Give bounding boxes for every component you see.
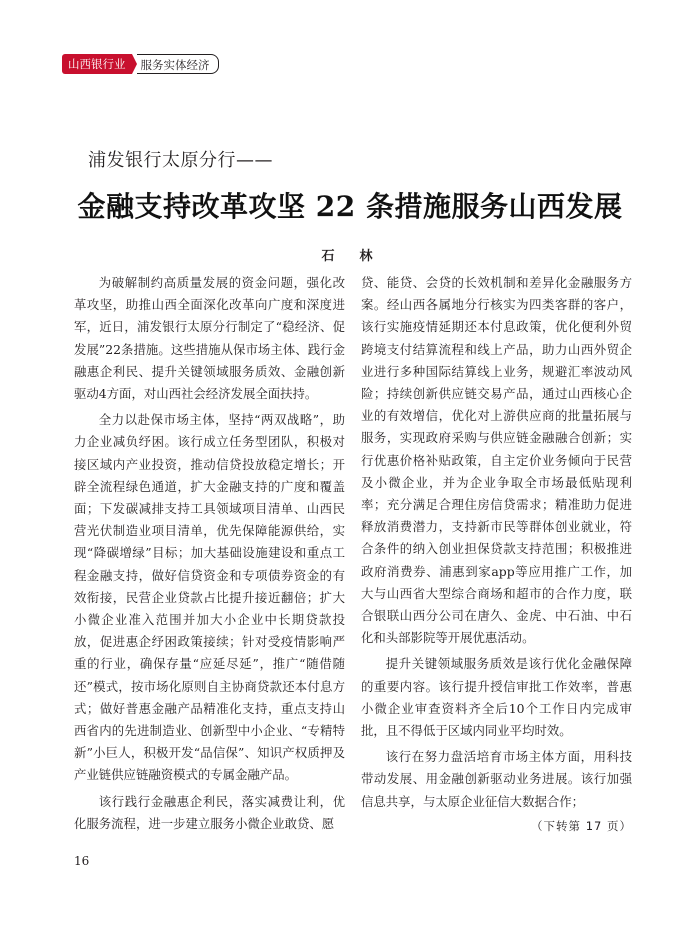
section-tag-arrow <box>132 54 137 74</box>
article-kicker: 浦发银行太原分行—— <box>88 150 273 171</box>
right-column <box>361 272 632 837</box>
article-title: 金融支持改革攻坚 22 条措施服务山西发展 <box>77 190 623 223</box>
continued-on-note: （下转第 17 页） <box>531 818 632 833</box>
paragraph: 该行践行金融惠企利民，落实减费让利，优化服务流程，进一步建立服务小微企业敢贷、愿 <box>74 793 345 831</box>
section-tag <box>62 54 219 74</box>
subsection-label: 服务实体经济 <box>137 54 219 74</box>
paragraph: 全力以赴保市场主体，坚持“两双战略”，助力企业减负纾困。该行成立任务型团队，积极对接区域内产业投资，推动信贷投放稳定增长；开辟全流程绿色通道，扩大金融支持的广度和覆盖面；下发碳减排支持工具领域项目清单、山西民营光伏制造业项目清单，优先保障能源供给，实现“降碳增绿”目标；加大基础设施建设和重点工程金融支持，做好信贷资金和专项债券资金的有效衔接，民营企业贷款占比提升接近翻倍；扩大小微企业准入范围并加大小企业中长期贷款投放，促进惠企纾困政策接续；针对受疫情影响严重的行业，确保存量“应延尽延”，推广“随借随还”模式，按市场化原则自主协商贷款还本付息方式；做好普惠金融产品精准化支持，重点支持山西省内的先进制造业、创新型中小企业、“专精特新”小巨人，积极开发“品信保”、知识产权质押及产业链供应链融资模式的专属金融产品。 <box>74 412 345 783</box>
article-author: 石 林 <box>321 249 379 264</box>
section-label: 山西银行业 <box>62 54 132 74</box>
paragraph: 该行在努力盘活培育市场主体方面，用科技带动发展、用金融创新驱动业务进展。该行加强信息共享，与太原企业征信大数据合作； <box>361 749 632 809</box>
page-number: 16 <box>74 854 90 868</box>
paragraph: 贷、能贷、会贷的长效机制和差异化金融服务方案。经山西各属地分行核实为四类客群的客户，该行实施疫情延期还本付息政策，优化便利外贸跨境支付结算流程和线上产品，助力山西外贸企业进行多种国际结算线上业务，规避汇率波动风险；持续创新供应链交易产品，通过山西核心企业的有效增信，优化对上游供应商的批量拓展与服务，实现政府采购与供应链金融融合创新；实行优惠价格补贴政策，自主定价业务倾向于民营及小微企业，并为企业争取全市场最低贴现利率；充分满足合理住房信贷需求；精准助力促进释放消费潜力，支持新市民等群体创业就业，符合条件的纳入创业担保贷款支持范围；积极推进政府消费券、浦惠到家app等应用推广工作，加大与山西省大型综合商场和超市的合作力度，联合银联山西分公司在唐久、金虎、中石油、中石化和头部影院等开展优惠活动。 <box>361 275 632 646</box>
left-column <box>74 272 345 835</box>
paragraph: 为破解制约高质量发展的资金问题，强化改革攻坚，助推山西全面深化改革向广度和深度进军，近日，浦发银行太原分行制定了“稳经济、促发展”22条措施。这些措施从保市场主体、践行金融惠企利民、提升关键领域服务质效、金融创新驱动4方面，对山西社会经济发展全面扶持。 <box>74 275 345 402</box>
paragraph: 提升关键领域服务质效是该行优化金融保障的重要内容。该行提升授信审批工作效率，普惠小微企业审查资料齐全后10个工作日内完成审批，且不得低于区域内同业平均时效。 <box>361 656 632 739</box>
